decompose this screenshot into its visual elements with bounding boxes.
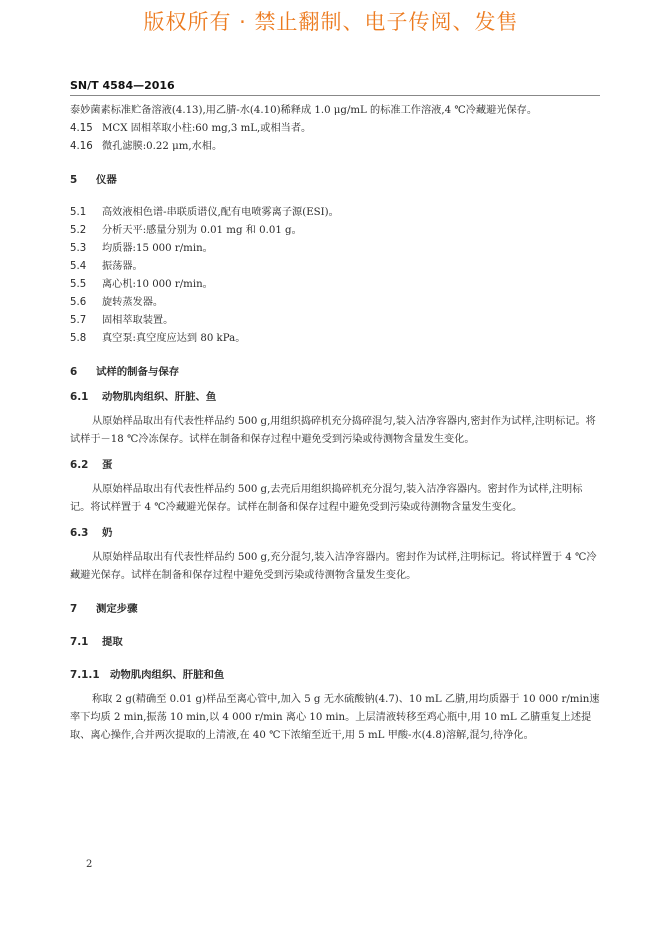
paragraph: 称取 2 g(精确至 0.01 g)样品至离心管中,加入 5 g 无水硫酸钠(4.7)、10 mL 乙腈,用均质器于 10 000 r/min速率下均质 2 min,振荡 10 min,以 4 000 r/min 离心 10 min。上层清液转移至鸡心瓶中,用 10 mL 乙腈重复上述提取、离心操作,合并两次提取的上清液,在 40 ℃下浓缩至近干,用 5 mL 甲酸-水(4.8)溶解,混匀,待净化。	[70, 694, 600, 741]
section-heading-7	[70, 600, 600, 618]
paragraph: 从原始样品取出有代表性样品约 500 g,用组织捣碎机充分捣碎混匀,装入洁净容器内,密封作为试样,注明标记。将试样于－18 ℃冷冻保存。试样在制备和保存过程中避免受到污染或待测物含量发生变化。	[70, 416, 596, 445]
heading-number: 5	[70, 174, 78, 186]
item-number: 5.2	[70, 225, 87, 236]
section-heading-6	[70, 363, 600, 381]
standard-number: SN/T 4584—2016	[70, 79, 175, 92]
list-item-4-15	[70, 120, 600, 138]
paragraph: 从原始样品取出有代表性样品约 500 g,去壳后用组织捣碎机充分混匀,装入洁净容器内。密封作为试样,注明标记。将试样置于 4 ℃冷藏避光保存。试样在制备和保存过程中避免受到污染或待测物含量发生变化。	[70, 484, 583, 513]
subsection-heading-6-2	[70, 456, 600, 474]
heading-number: 6.2	[70, 459, 89, 471]
item-text: 微孔滤膜:0.22 μm,水相。	[102, 141, 223, 152]
item-text: MCX 固相萃取小柱:60 mg,3 mL,或相当者。	[102, 123, 312, 134]
item-text: 高效液相色谱-串联质谱仪,配有电喷雾离子源(ESI)。	[102, 207, 339, 218]
heading-text: 动物肌肉组织、肝脏和鱼	[110, 669, 225, 681]
item-number: 4.16	[70, 141, 93, 152]
subsection-heading-6-3	[70, 524, 600, 542]
list-item	[70, 330, 600, 348]
paragraph: 从原始样品取出有代表性样品约 500 g,充分混匀,装入洁净容器内。密封作为试样,注明标记。将试样置于 4 ℃冷藏避光保存。试样在制备和保存过程中避免受到污染或待测物含量发生变化。	[70, 552, 597, 581]
heading-number: 7.1	[70, 636, 89, 648]
header-divider	[70, 95, 600, 96]
heading-number: 6.1	[70, 391, 89, 403]
item-number: 4.15	[70, 123, 93, 134]
list-item	[70, 294, 600, 312]
list-item-4-16	[70, 138, 600, 156]
item-text: 真空泵:真空度应达到 80 kPa。	[102, 333, 246, 344]
heading-text: 奶	[102, 527, 113, 539]
item-text: 分析天平:感量分别为 0.01 mg 和 0.01 g。	[102, 225, 302, 236]
page-number: 2	[86, 859, 93, 870]
heading-text: 提取	[102, 636, 123, 648]
paragraph-continued: 泰妙菌素标准贮备溶液(4.13),用乙腈-水(4.10)稀释成 1.0 μg/mL 的标准工作溶液,4 ℃冷藏避光保存。	[70, 105, 538, 116]
heading-text: 试样的制备与保存	[96, 366, 180, 378]
item-number: 5.1	[70, 207, 87, 218]
copyright-watermark: 版权所有 · 禁止翻制、电子传阅、发售	[143, 10, 519, 34]
list-item	[70, 240, 600, 258]
item-number: 5.8	[70, 333, 87, 344]
list-item	[70, 312, 600, 330]
list-item	[70, 258, 600, 276]
item-number: 5.5	[70, 279, 87, 290]
item-text: 旋转蒸发器。	[102, 297, 164, 308]
heading-text: 动物肌肉组织、肝脏、鱼	[102, 391, 217, 403]
heading-number: 6.3	[70, 527, 89, 539]
item-text: 均质器:15 000 r/min。	[102, 243, 213, 254]
item-text: 离心机:10 000 r/min。	[102, 279, 213, 290]
item-number: 5.6	[70, 297, 87, 308]
heading-number: 7.1.1	[70, 669, 100, 681]
list-item	[70, 204, 600, 222]
item-text: 固相萃取装置。	[102, 315, 174, 326]
heading-text: 蛋	[102, 459, 113, 471]
section-heading-5	[70, 171, 600, 189]
item-number: 5.7	[70, 315, 87, 326]
heading-text: 测定步骤	[96, 603, 138, 615]
item-number: 5.3	[70, 243, 87, 254]
heading-text: 仪器	[96, 174, 117, 186]
document-body	[70, 102, 600, 745]
subsection-heading-7-1	[70, 633, 600, 651]
list-item	[70, 222, 600, 240]
subsection-heading-6-1	[70, 388, 600, 406]
item-number: 5.4	[70, 261, 87, 272]
heading-number: 7	[70, 603, 78, 615]
list-item	[70, 276, 600, 294]
heading-number: 6	[70, 366, 78, 378]
item-text: 振荡器。	[102, 261, 143, 272]
subsection-heading-7-1-1	[70, 666, 600, 684]
